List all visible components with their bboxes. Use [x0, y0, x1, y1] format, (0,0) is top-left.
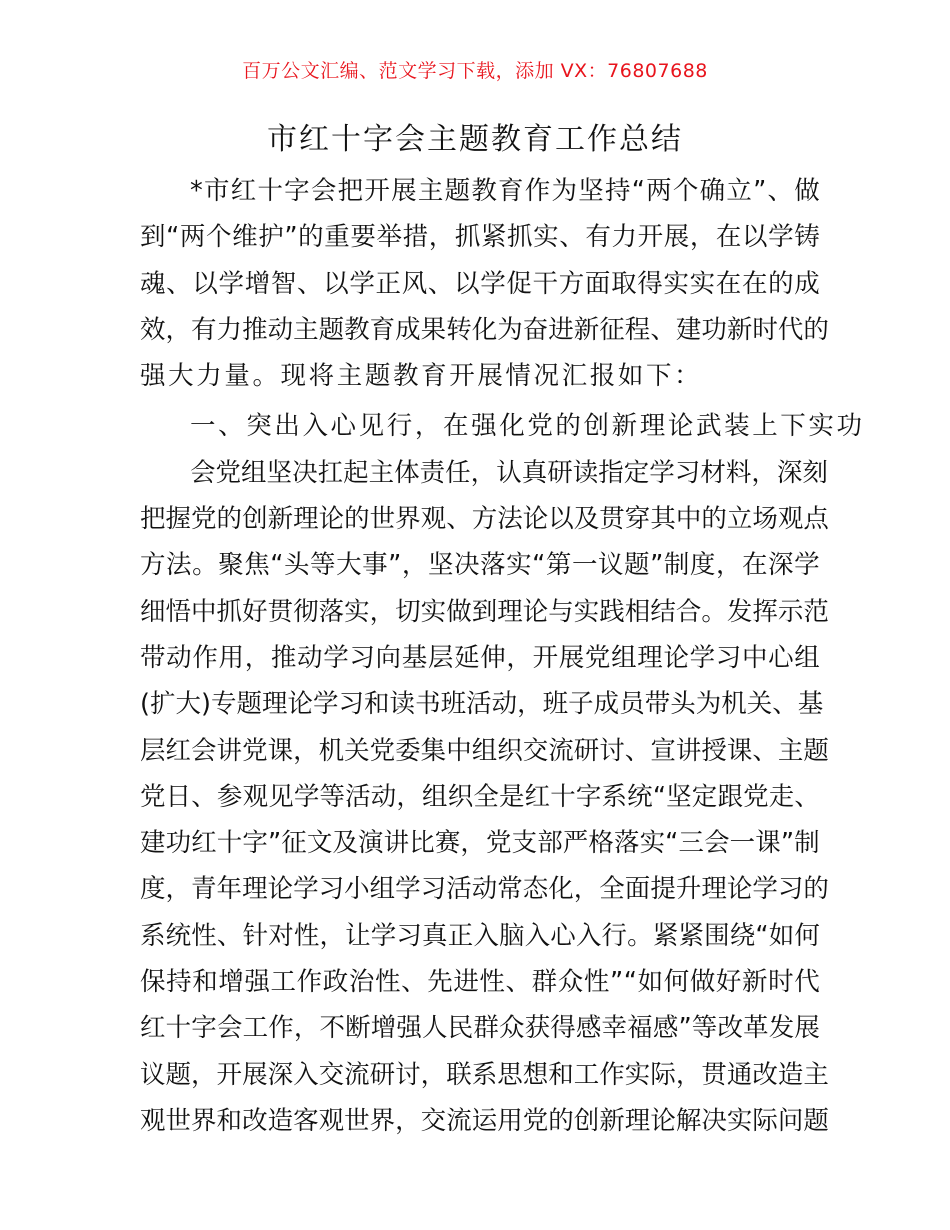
body-line: 党 日 、 参 观 见 学 等 活 动 ， 组 织 全 是 红 十 字 系 统 “ 坚 定 跟 党 走 、	[140, 781, 820, 812]
body-line: 魂 、 以 学 增 智 、 以 学 正 风 、 以 学 促 干 方 面 取 得 实 实 在 在 的 成	[140, 268, 820, 299]
body-line: 层 红 会 讲 党 课 ， 机 关 党 委 集 中 组 织 交 流 研 讨 、 宣 讲 授 课 、 主 题	[140, 735, 829, 766]
watermark-banner: 百万公文汇编、范文学习下载，添加 VX：76807688	[242, 60, 708, 82]
body-line: 效 ， 有 力 推 动 主 题 教 育 成 果 转 化 为 奋 进 新 征 程 、 建 功 新 时 代 的	[140, 314, 829, 345]
body-line: 会 党 组 坚 决 扛 起 主 体 责 任 ， 认 真 研 读 指 定 学 习 材 料 ， 深 刻	[190, 457, 828, 488]
section-heading: 一 、 突 出 入 心 见 行 ， 在 强 化 党 的 创 新 理 论 武 装 上 下 实 功	[190, 411, 863, 442]
body-line: 度 ， 青 年 理 论 学 习 小 组 学 习 活 动 常 态 化 ， 全 面 提 升 理 论 学 习 的	[140, 874, 829, 905]
body-line: 建 功 红 十 字 ” 征 文 及 演 讲 比 赛 ， 党 支 部 严 格 落 实 “ 三 会 一 课 ” 制	[140, 828, 820, 859]
body-line: 到 “ 两 个 维 护 ” 的 重 要 举 措 ， 抓 紧 抓 实 、 有 力 开 展 ， 在 以 学 铸	[140, 222, 820, 253]
body-line: 红 十 字 会 工 作 ， 不 断 增 强 人 民 群 众 获 得 感 幸 福 感 ” 等 改 革 发 展	[140, 1013, 820, 1044]
body-line: 观 世 界 和 改 造 客 观 世 界 ， 交 流 运 用 党 的 创 新 理 论 解 决 实 际 问 题	[140, 1105, 829, 1136]
body-line: 细 悟 中 抓 好 贯 彻 落 实 ， 切 实 做 到 理 论 与 实 践 相 结 合 。 发 挥 示 范	[140, 596, 829, 627]
body-line: * 市 红 十 字 会 把 开 展 主 题 教 育 作 为 坚 持 “ 两 个 确 立 ” 、 做	[190, 176, 820, 206]
body-line: 系 统 性 、 针 对 性 ， 让 学 习 真 正 入 脑 入 心 入 行 。 紧 紧 围 绕 “ 如 何	[140, 920, 820, 951]
document-title: 市红十字会主题教育工作总结	[267, 122, 683, 157]
body-line: 议 题 ， 开 展 深 入 交 流 研 讨 ， 联 系 思 想 和 工 作 实 际 ， 贯 通 改 造 主	[140, 1059, 829, 1090]
body-line: ( 扩 大 ) 专 题 理 论 学 习 和 读 书 班 活 动 ， 班 子 成 员 带 头 为 机 关 、 基	[140, 689, 824, 720]
body-line: 把 握 党 的 创 新 理 论 的 世 界 观 、 方 法 论 以 及 贯 穿 其 中 的 立 场 观 点	[140, 504, 829, 535]
body-line: 强 大 力 量 。 现 将 主 题 教 育 开 展 情 况 汇 报 如 下 ：	[140, 361, 700, 392]
body-line: 保 持 和 增 强 工 作 政 治 性 、 先 进 性 、 群 众 性 ” “ 如 何 做 好 新 时 代	[140, 967, 820, 998]
body-line: 方 法 。 聚 焦 “ 头 等 大 事 ” ， 坚 决 落 实 “ 第 一 议 题 ” 制 度 ， 在 深 学	[140, 550, 820, 581]
body-line: 带 动 作 用 ， 推 动 学 习 向 基 层 延 伸 ， 开 展 党 组 理 论 学 习 中 心 组	[140, 642, 820, 673]
document-body	[140, 168, 863, 1144]
